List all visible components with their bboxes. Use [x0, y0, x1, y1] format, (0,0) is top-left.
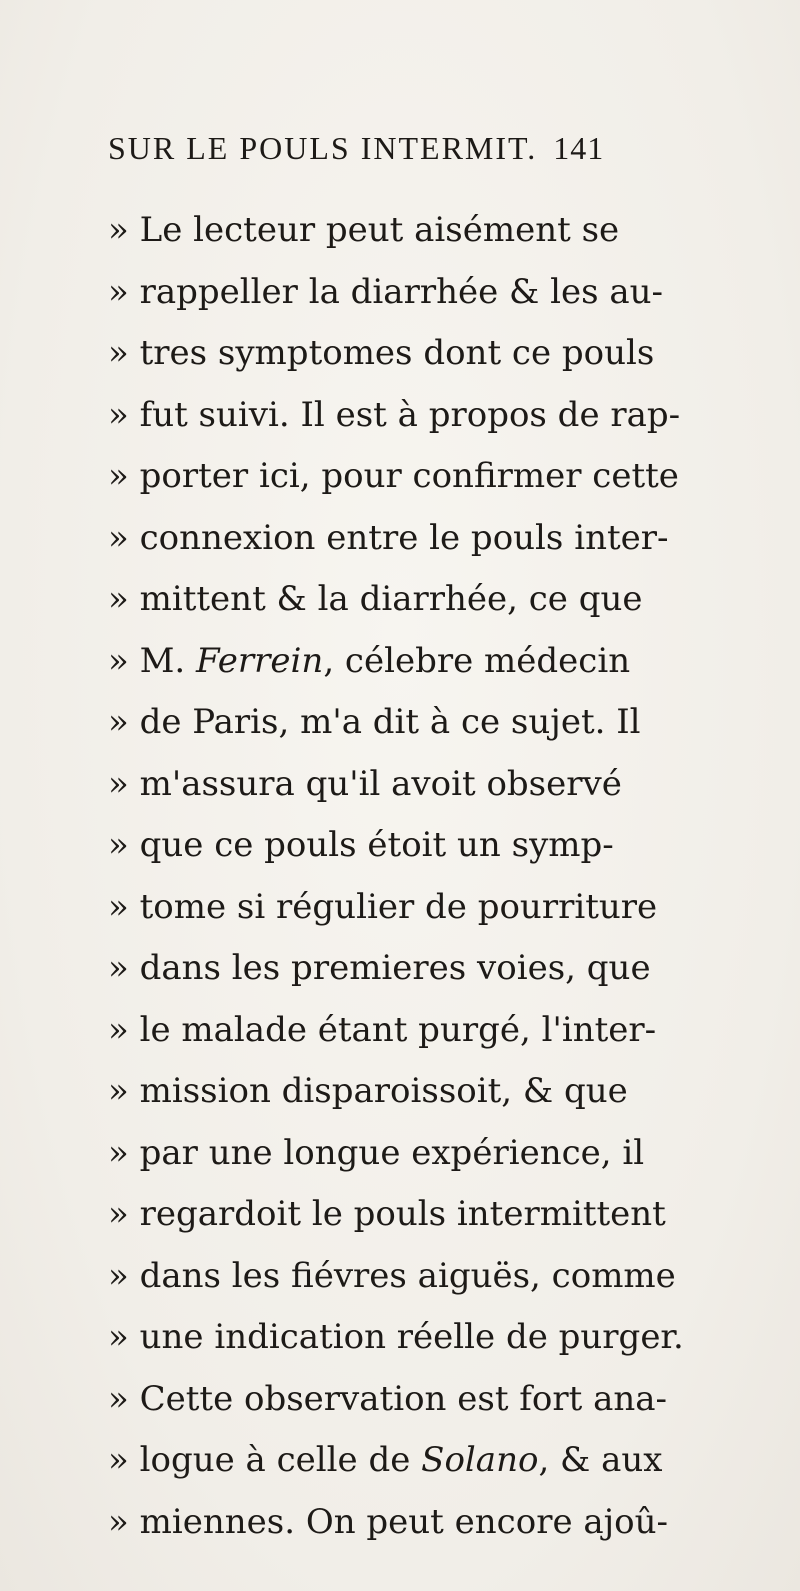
text-segment: » connexion entre le pouls inter- [108, 517, 669, 558]
text-segment: » que ce pouls étoit un symp- [108, 825, 614, 865]
text-segment: » M. [108, 640, 197, 681]
text-segment: » Le lecteur peut aisément se [108, 210, 620, 250]
text-line [108, 262, 778, 324]
text-line [108, 1123, 778, 1185]
text-line [108, 1184, 778, 1246]
text-segment: » tres symptomes dont ce pouls [108, 333, 655, 373]
italic-name: Solano [421, 1440, 539, 1480]
text-line [108, 569, 778, 631]
text-line [108, 1000, 778, 1062]
text-line [108, 1430, 778, 1492]
text-line [108, 754, 778, 816]
text-line [108, 692, 778, 754]
running-title: SUR LE POULS INTERMIT. [108, 130, 538, 166]
text-line [108, 323, 778, 385]
text-line [108, 1369, 778, 1431]
text-segment: » Cette observation est fort ana- [108, 1378, 667, 1419]
text-line [108, 1492, 778, 1554]
text-segment: » m'assura qu'il avoit observé [108, 763, 622, 804]
text-segment: » porter ici, pour confirmer cette [108, 456, 679, 496]
text-line [108, 508, 778, 570]
text-segment: » une indication réelle de purger. [108, 1317, 684, 1357]
text-line [108, 446, 778, 508]
text-line [108, 938, 778, 1000]
text-segment: » miennes. On peut encore ajoû- [108, 1501, 669, 1542]
body-text [108, 200, 778, 1553]
text-line [108, 1307, 778, 1369]
text-segment: » regardoit le pouls intermittent [108, 1194, 666, 1234]
text-segment: » dans les premieres voies, que [108, 948, 651, 988]
running-head [108, 130, 768, 167]
text-segment: » le malade étant purgé, l'inter- [108, 1009, 657, 1050]
text-segment: » de Paris, m'a dit à ce sujet. Il [108, 702, 641, 742]
text-segment: , & aux [538, 1440, 663, 1480]
text-line [108, 385, 778, 447]
text-segment: » tome si régulier de pourriture [108, 886, 658, 927]
text-segment: » rappeller la diarrhée & les au- [108, 271, 664, 312]
text-segment: » fut suivi. Il est à propos de rap- [108, 394, 681, 435]
text-segment: » logue à celle de [108, 1440, 422, 1480]
text-segment: » par une longue expérience, il [108, 1132, 645, 1173]
text-line [108, 877, 778, 939]
text-segment: , célebre médecin [323, 640, 631, 681]
page-number: 141 [553, 130, 605, 166]
text-line [108, 1246, 778, 1308]
text-segment: » dans les fiévres aiguës, comme [108, 1255, 676, 1296]
text-line [108, 200, 778, 262]
text-line [108, 631, 778, 693]
text-segment: » mission disparoissoit, & que [108, 1071, 628, 1111]
italic-name: Ferrein [196, 640, 324, 681]
text-line [108, 815, 778, 877]
text-segment: » mittent & la diarrhée, ce que [108, 579, 643, 619]
text-line [108, 1061, 778, 1123]
